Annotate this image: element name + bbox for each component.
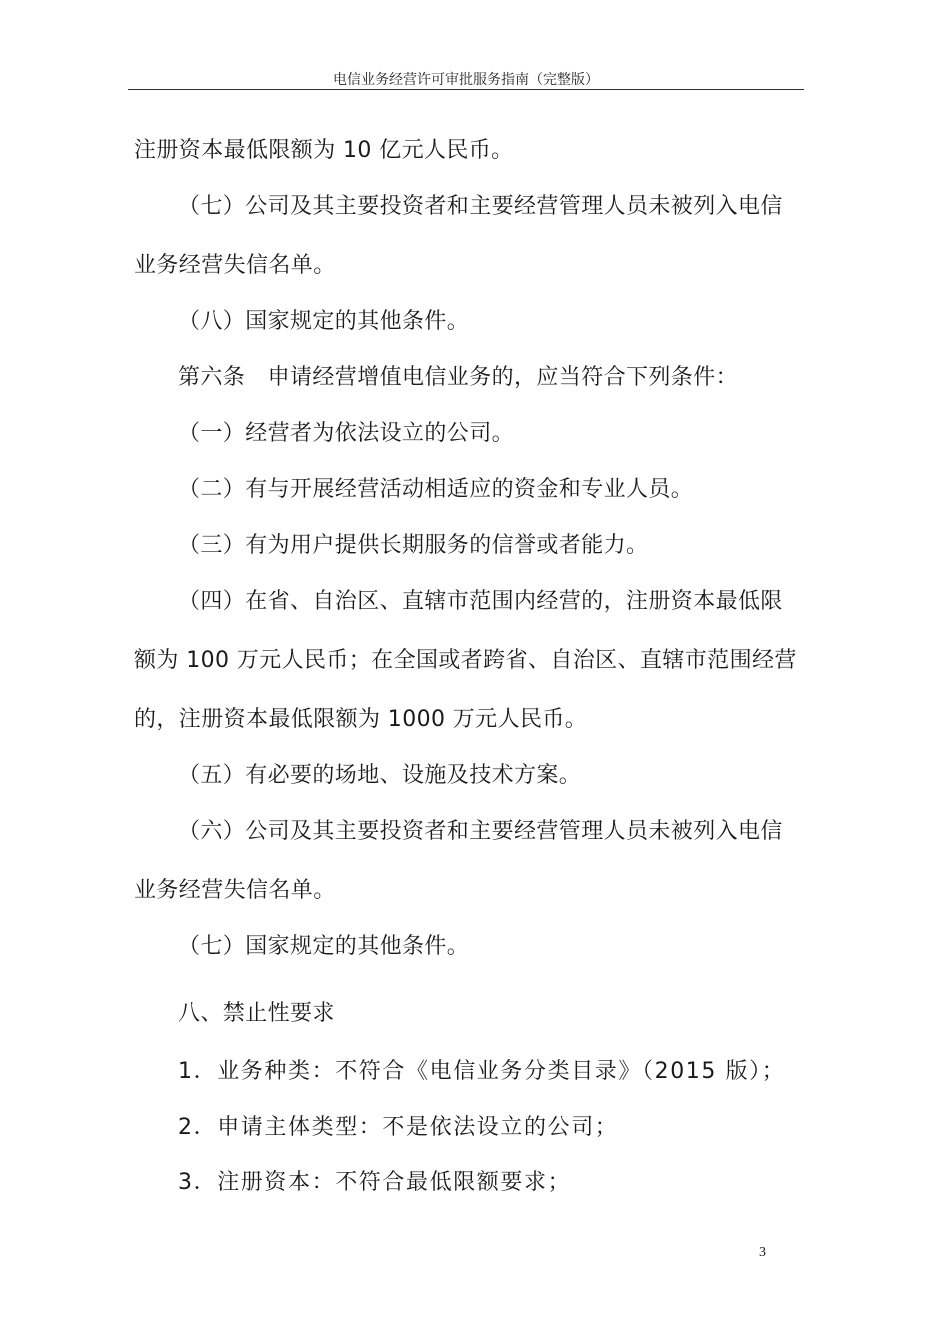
body-line: （七）公司及其主要投资者和主要经营管理人员未被列入电信 xyxy=(178,194,783,219)
body-line: 的，注册资本最低限额为 1000 万元人民币。 xyxy=(134,707,588,732)
body-line: 业务经营失信名单。 xyxy=(134,878,336,903)
body-line: 注册资本最低限额为 10 亿元人民币。 xyxy=(134,138,514,163)
prohibition-item: 3．注册资本：不符合最低限额要求； xyxy=(178,1170,572,1195)
body-line: （一）经营者为依法设立的公司。 xyxy=(178,421,515,446)
body-line: （六）公司及其主要投资者和主要经营管理人员未被列入电信 xyxy=(178,819,783,844)
body-line: 业务经营失信名单。 xyxy=(134,253,336,278)
prohibition-item: 2．申请主体类型：不是依法设立的公司； xyxy=(178,1115,619,1140)
body-line: 额为 100 万元人民币；在全国或者跨省、自治区、直辖市范围经营 xyxy=(134,648,797,673)
article-heading: 第六条 申请经营增值电信业务的，应当符合下列条件： xyxy=(178,365,739,390)
section-heading: 八、禁止性要求 xyxy=(178,1001,335,1026)
body-line: （八）国家规定的其他条件。 xyxy=(178,309,470,334)
body-line: （五）有必要的场地、设施及技术方案。 xyxy=(178,763,582,788)
page-number: 3 xyxy=(759,1245,766,1260)
body-line: （四）在省、自治区、直辖市范围内经营的，注册资本最低限 xyxy=(178,589,783,614)
body-line: （七）国家规定的其他条件。 xyxy=(178,934,470,959)
running-header: 电信业务经营许可审批服务指南（完整版） xyxy=(333,72,599,88)
header-rule xyxy=(128,89,804,90)
body-line: （三）有为用户提供长期服务的信誉或者能力。 xyxy=(178,533,649,558)
prohibition-item: 1．业务种类：不符合《电信业务分类目录》（2015 版）； xyxy=(178,1059,786,1084)
body-line: （二）有与开展经营活动相适应的资金和专业人员。 xyxy=(178,477,694,502)
